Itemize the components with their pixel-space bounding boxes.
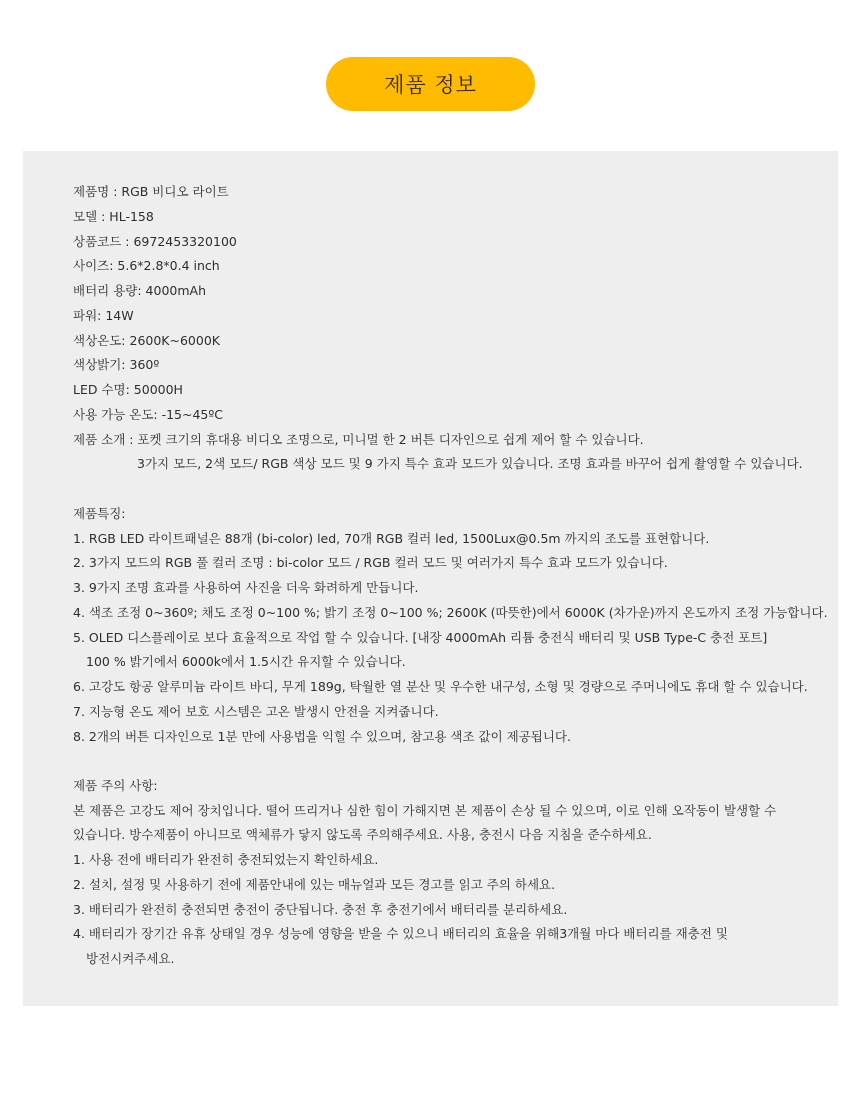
feature-item: 1. RGB LED 라이트패널은 88개 (bi-color) led, 70개 RGB 컬러 led, 1500Lux@0.5m 까지의 조도를 표현합니다. bbox=[73, 531, 710, 546]
info-led-life: LED 수명: 50000H bbox=[73, 382, 183, 397]
features-heading: 제품특징: bbox=[73, 506, 126, 521]
info-product-code: 상품코드 : 6972453320100 bbox=[73, 234, 237, 249]
feature-item: 8. 2개의 버튼 디자인으로 1분 만에 사용법을 익힐 수 있으며, 참고용 색조 값이 제공됩니다. bbox=[73, 729, 571, 744]
info-battery: 배터리 용량: 4000mAh bbox=[73, 283, 206, 298]
info-model: 모델 : HL-158 bbox=[73, 209, 154, 224]
info-intro: 제품 소개 : 포켓 크기의 휴대용 비디오 조명으로, 미니멀 한 2 버튼 디자인으로 쉽게 제어 할 수 있습니다. bbox=[73, 432, 644, 447]
feature-item: 7. 지능형 온도 제어 보호 시스템은 고온 발생시 안전을 지켜줍니다. bbox=[73, 704, 439, 719]
caution-item: 4. 배터리가 장기간 유휴 상태일 경우 성능에 영향을 받을 수 있으니 배터리의 효율을 위해3개월 마다 배터리를 재충전 및 bbox=[73, 926, 728, 941]
info-operating-temp: 사용 가능 온도: -15~45ºC bbox=[73, 407, 223, 422]
feature-item: 4. 색조 조정 0~360º; 채도 조정 0~100 %; 밝기 조정 0~100 %; 2600K (따뜻한)에서 6000K (차가운)까지 온도까지 조정 가능합니다. bbox=[73, 605, 828, 620]
caution-paragraph: 본 제품은 고강도 제어 장치입니다. 떨어 뜨리거나 심한 힘이 가해지면 본 제품이 손상 될 수 있으며, 이로 인해 오작동이 발생할 수 bbox=[73, 803, 777, 818]
caution-item-cont: 방전시켜주세요. bbox=[86, 951, 175, 966]
info-color-brightness: 색상밝기: 360º bbox=[73, 357, 160, 372]
caution-item: 2. 설치, 설정 및 사용하기 전에 제품안내에 있는 매뉴얼과 모든 경고를 읽고 주의 하세요. bbox=[73, 877, 556, 892]
caution-item: 3. 배터리가 완전히 충전되면 충전이 중단됩니다. 충전 후 충전기에서 배터리를 분리하세요. bbox=[73, 902, 568, 917]
info-product-name: 제품명 : RGB 비디오 라이트 bbox=[73, 184, 229, 199]
info-power: 파워: 14W bbox=[73, 308, 134, 323]
feature-item: 3. 9가지 조명 효과를 사용하여 사진을 더욱 화려하게 만듭니다. bbox=[73, 580, 419, 595]
section-title: 제품 정보 bbox=[384, 73, 477, 97]
cautions-heading: 제품 주의 사항: bbox=[73, 778, 158, 793]
section-title-badge bbox=[326, 57, 535, 111]
feature-item: 6. 고강도 항공 알루미늄 라이트 바디, 무게 189g, 탁월한 열 분산 및 우수한 내구성, 소형 및 경량으로 주머니에도 휴대 할 수 있습니다. bbox=[73, 679, 808, 694]
feature-item: 5. OLED 디스플레이로 보다 효율적으로 작업 할 수 있습니다. [내장 4000mAh 리튬 충전식 배터리 및 USB Type-C 충전 포트] bbox=[73, 630, 768, 645]
info-intro-cont: 3가지 모드, 2색 모드/ RGB 색상 모드 및 9 가지 특수 효과 모드가 있습니다. 조명 효과를 바꾸어 쉽게 촬영할 수 있습니다. bbox=[137, 456, 803, 471]
info-size: 사이즈: 5.6*2.8*0.4 inch bbox=[73, 258, 220, 273]
caution-item: 1. 사용 전에 배터리가 완전히 충전되었는지 확인하세요. bbox=[73, 852, 379, 867]
feature-item: 2. 3가지 모드의 RGB 풀 컬러 조명 : bi-color 모드 / RGB 컬러 모드 및 여러가지 특수 효과 모드가 있습니다. bbox=[73, 555, 668, 570]
info-color-temp: 색상온도: 2600K~6000K bbox=[73, 333, 220, 348]
caution-paragraph-cont: 있습니다. 방수제품이 아니므로 액체류가 닿지 않도록 주의해주세요. 사용, 충전시 다음 지침을 준수하세요. bbox=[73, 827, 652, 842]
feature-item-cont: 100 % 밝기에서 6000k에서 1.5시간 유지할 수 있습니다. bbox=[86, 654, 406, 669]
